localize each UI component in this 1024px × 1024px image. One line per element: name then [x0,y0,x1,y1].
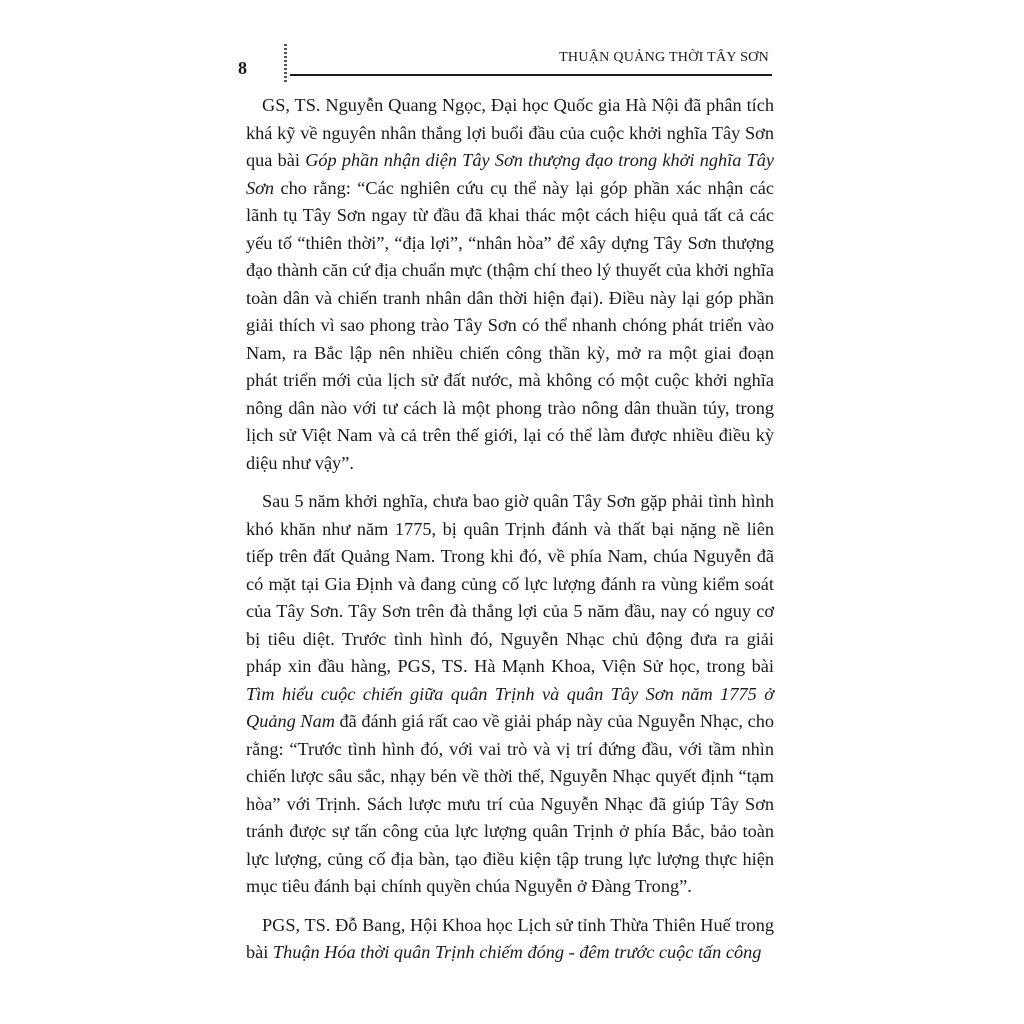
paragraph [246,92,774,477]
page-number: 8 [238,58,247,78]
paragraph [246,912,774,967]
paragraph-text: cho rằng: “Các nghiên cứu cụ thể này lại góp phần xác nhận các lãnh tụ Tây Sơn ngay từ đầu đã khai thác một cách hiệu quả tất cả các yếu tố “thiên thời”, “địa lợi”, “nhân hòa” để xây dựng Tây Sơn thượng đạo thành căn cứ địa chuẩn mực (thậm chí theo lý thuyết của khởi nghĩa toàn dân và chiến tranh nhân dân thời hiện đại). Điều này lại góp phần giải thích vì sao phong trào Tây Sơn có thể nhanh chóng phát triển vào Nam, ra Bắc lập nên nhiều chiến công thần kỳ, mở ra một giai đoạn phát triển mới của lịch sử đất nước, mà không có một cuộc khởi nghĩa nông dân nào với tư cách là một phong trào nông dân thuần túy, trong lịch sử Việt Nam và cả trên thế giới, lại có thể làm được nhiều điều kỳ diệu như vậy”. [246,177,774,473]
paragraph-italic-title: Thuận Hóa thời quân Trịnh chiếm đóng - đêm trước cuộc tấn công [272,942,762,962]
dotted-rule [284,44,287,82]
paragraph-italic-title: Góp phần nhận diện Tây Sơn thượng đạo trong khởi nghĩa Tây Sơn [246,150,774,198]
paragraph-text: Sau 5 năm khởi nghĩa, chưa bao giờ quân Tây Sơn gặp phải tình hình khó khăn như năm 1775, bị quân Trịnh đánh và thất bại nặng nề liên tiếp trên đất Quảng Nam. Trong khi đó, về phía Nam, chúa Nguyễn đã có mặt tại Gia Định và đang củng cố lực lượng đánh ra vùng kiểm soát của Tây Sơn. Tây Sơn trên đà thắng lợi của 5 năm đầu, nay có nguy cơ bị tiêu diệt. Trước tình hình đó, Nguyễn Nhạc chủ động đưa ra giải pháp xin đầu hàng, PGS, TS. Hà Mạnh Khoa, Viện Sử học, trong bài [246,491,774,676]
paragraph-text: PGS, TS. Đỗ Bang, Hội Khoa học Lịch sử tỉnh Thừa Thiên Huế trong bài [246,914,774,962]
paragraph-text: GS, TS. Nguyễn Quang Ngọc, Đại học Quốc gia Hà Nội đã phân tích khá kỹ về nguyên nhân thắng lợi buổi đầu của cuộc khởi nghĩa Tây Sơn qua bài [246,95,774,170]
paragraph-text: đã đánh giá rất cao về giải pháp này của Nguyễn Nhạc, cho rằng: “Trước tình hình đó, với vai trò và vị trí đứng đầu, với tầm nhìn chiến lược sâu sắc, nhạy bén về thời thế, Nguyễn Nhạc quyết định “tạm hòa” với Trịnh. Sách lược mưu trí của Nguyễn Nhạc đã giúp Tây Sơn tránh được sự tấn công của lực lượng quân Trịnh ở phía Bắc, bảo toàn lực lượng, củng cố địa bàn, tạo điều kiện tập trung lực lượng thực hiện mục tiêu đánh bại chính quyền chúa Nguyễn ở Đàng Trong”. [246,711,775,896]
body-text [246,92,774,967]
header-rule [290,74,772,76]
running-head: THUẬN QUẢNG THỜI TÂY SƠN [559,50,769,65]
paragraph-italic-title: Tìm hiểu cuộc chiến giữa quân Trịnh và quân Tây Sơn năm 1775 ở Quảng Nam [246,683,774,731]
paragraph [246,488,774,901]
